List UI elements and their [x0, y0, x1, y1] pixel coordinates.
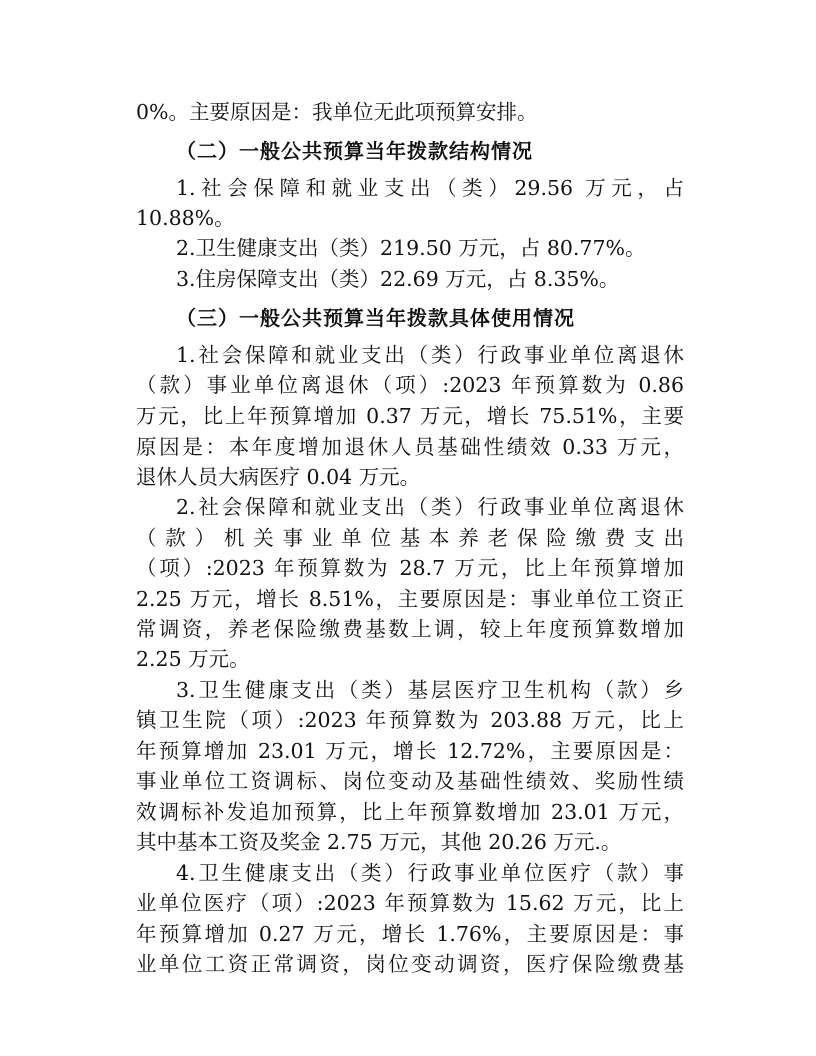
text-line: 镇卫生院（项）:2023 年预算数为 203.88 万元，比上 [136, 708, 684, 732]
text-line: 0%。主要原因是：我单位无此项预算安排。 [136, 100, 538, 124]
text-line: 1.社会保障和就业支出（类）行政事业单位离退休 [176, 343, 684, 367]
text-line: 万元，比上年预算增加 0.37 万元，增长 75.51%，主要 [136, 404, 684, 428]
text-line: （款）机关事业单位基本养老保险缴费支出 [136, 526, 684, 550]
text-line: （款）事业单位离退休（项）:2023 年预算数为 0.86 [136, 373, 684, 397]
text-line: 效调标补发追加预算，比上年预算数增加 23.01 万元， [136, 800, 684, 824]
text-line: 年预算增加 23.01 万元，增长 12.72%，主要原因是： [136, 739, 684, 763]
text-line: 事业单位工资调标、岗位变动及基础性绩效、奖励性绩 [136, 769, 684, 793]
text-line: 其中基本工资及奖金 2.75 万元，其他 20.26 万元.。 [136, 830, 622, 854]
text-line: 原因是：本年度增加退休人员基础性绩效 0.33 万元， [136, 435, 684, 459]
text-line: 业单位工资正常调资，岗位变动调资，医疗保险缴费基 [136, 952, 684, 976]
text-line: 年预算增加 0.27 万元，增长 1.76%，主要原因是：事 [136, 922, 684, 946]
text-line: 10.88%。 [136, 206, 235, 230]
section-heading: （二）一般公共预算当年拨款结构情况 [176, 139, 533, 163]
text-line: 1.社会保障和就业支出（类）29.56 万元，占 [176, 176, 684, 200]
text-line: 2.卫生健康支出（类）219.50 万元，占 80.77%。 [176, 236, 646, 260]
text-line: 4.卫生健康支出（类）行政事业单位医疗（款）事 [176, 861, 684, 885]
text-line: 2.25 万元。 [136, 647, 250, 671]
text-line: 3.卫生健康支出（类）基层医疗卫生机构（款）乡 [176, 678, 684, 702]
text-line: 常调资，养老保险缴费基数上调，较上年度预算数增加 [136, 617, 684, 641]
text-line: 业单位医疗（项）:2023 年预算数为 15.62 万元，比上 [136, 891, 684, 915]
text-line: 2.25 万元，增长 8.51%，主要原因是：事业单位工资正 [136, 587, 684, 611]
text-line: （项）:2023 年预算数为 28.7 万元，比上年预算增加 [136, 556, 684, 580]
text-line: 退休人员大病医疗 0.04 万元。 [136, 465, 421, 489]
text-line: 3.住房保障支出（类）22.69 万元，占 8.35%。 [176, 267, 620, 291]
text-line: 2.社会保障和就业支出（类）行政事业单位离退休 [176, 495, 684, 519]
section-heading: （三）一般公共预算当年拨款具体使用情况 [176, 306, 575, 330]
